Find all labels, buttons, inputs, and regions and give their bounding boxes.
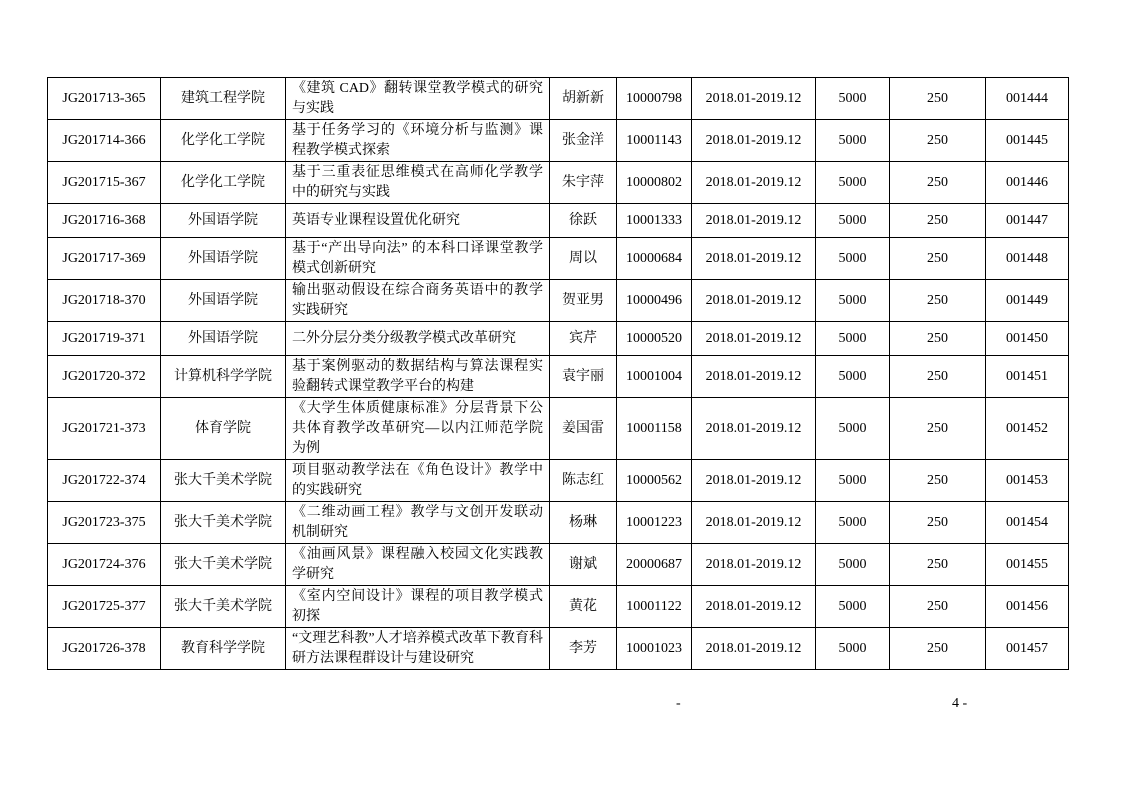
project-title-cell: 输出驱动假设在综合商务英语中的教学实践研究 — [286, 280, 550, 322]
staff-number-cell: 10001023 — [617, 628, 692, 670]
project-id-cell: JG201724-376 — [48, 544, 161, 586]
project-id-cell: JG201721-373 — [48, 398, 161, 460]
project-title-cell: “文理艺科教”人才培养模式改革下教育科研方法课程群设计与建设研究 — [286, 628, 550, 670]
period-cell: 2018.01-2019.12 — [692, 356, 816, 398]
amount-cell: 250 — [890, 544, 986, 586]
staff-number-cell: 10001333 — [617, 204, 692, 238]
project-id-cell: JG201722-374 — [48, 460, 161, 502]
staff-number-cell: 10000684 — [617, 238, 692, 280]
project-title-cell: 《油画风景》课程融入校园文化实践教学研究 — [286, 544, 550, 586]
project-table — [47, 77, 1069, 670]
project-id-cell: JG201717-369 — [48, 238, 161, 280]
project-title-cell: 二外分层分类分级教学模式改革研究 — [286, 322, 550, 356]
project-id-cell: JG201723-375 — [48, 502, 161, 544]
amount-cell: 250 — [890, 162, 986, 204]
code-cell: 001452 — [986, 398, 1069, 460]
staff-number-cell: 10000798 — [617, 78, 692, 120]
college-cell: 教育科学学院 — [161, 628, 286, 670]
project-title-cell: 《室内空间设计》课程的项目教学模式初探 — [286, 586, 550, 628]
table-row — [48, 544, 1069, 586]
leader-name-cell: 姜国雷 — [550, 398, 617, 460]
leader-name-cell: 张金洋 — [550, 120, 617, 162]
funding-cell: 5000 — [816, 398, 890, 460]
staff-number-cell: 10001223 — [617, 502, 692, 544]
footer-dash: - — [676, 696, 681, 711]
amount-cell: 250 — [890, 586, 986, 628]
leader-name-cell: 周以 — [550, 238, 617, 280]
period-cell: 2018.01-2019.12 — [692, 586, 816, 628]
leader-name-cell: 李芳 — [550, 628, 617, 670]
leader-name-cell: 胡新新 — [550, 78, 617, 120]
project-id-cell: JG201719-371 — [48, 322, 161, 356]
college-cell: 张大千美术学院 — [161, 460, 286, 502]
leader-name-cell: 宾芹 — [550, 322, 617, 356]
table-row — [48, 398, 1069, 460]
amount-cell: 250 — [890, 502, 986, 544]
staff-number-cell: 10000562 — [617, 460, 692, 502]
period-cell: 2018.01-2019.12 — [692, 78, 816, 120]
college-cell: 张大千美术学院 — [161, 502, 286, 544]
project-id-cell: JG201715-367 — [48, 162, 161, 204]
funding-cell: 5000 — [816, 502, 890, 544]
funding-cell: 5000 — [816, 162, 890, 204]
code-cell: 001457 — [986, 628, 1069, 670]
college-cell: 外国语学院 — [161, 322, 286, 356]
project-title-cell: 《建筑 CAD》翻转课堂教学模式的研究与实践 — [286, 78, 550, 120]
funding-cell: 5000 — [816, 460, 890, 502]
leader-name-cell: 谢斌 — [550, 544, 617, 586]
project-title-cell: 基于案例驱动的数据结构与算法课程实验翻转式课堂教学平台的构建 — [286, 356, 550, 398]
project-id-cell: JG201716-368 — [48, 204, 161, 238]
funding-cell: 5000 — [816, 322, 890, 356]
project-id-cell: JG201720-372 — [48, 356, 161, 398]
college-cell: 外国语学院 — [161, 238, 286, 280]
funding-cell: 5000 — [816, 280, 890, 322]
leader-name-cell: 袁宇丽 — [550, 356, 617, 398]
staff-number-cell: 10001158 — [617, 398, 692, 460]
project-id-cell: JG201718-370 — [48, 280, 161, 322]
table-row — [48, 120, 1069, 162]
amount-cell: 250 — [890, 120, 986, 162]
code-cell: 001448 — [986, 238, 1069, 280]
code-cell: 001444 — [986, 78, 1069, 120]
college-cell: 外国语学院 — [161, 204, 286, 238]
code-cell: 001449 — [986, 280, 1069, 322]
leader-name-cell: 杨琳 — [550, 502, 617, 544]
funding-cell: 5000 — [816, 586, 890, 628]
amount-cell: 250 — [890, 238, 986, 280]
amount-cell: 250 — [890, 460, 986, 502]
project-title-cell: 基于任务学习的《环境分析与监测》课程教学模式探索 — [286, 120, 550, 162]
staff-number-cell: 10001004 — [617, 356, 692, 398]
project-title-cell: 英语专业课程设置优化研究 — [286, 204, 550, 238]
period-cell: 2018.01-2019.12 — [692, 398, 816, 460]
table-row — [48, 586, 1069, 628]
funding-cell: 5000 — [816, 78, 890, 120]
table-row — [48, 238, 1069, 280]
funding-cell: 5000 — [816, 544, 890, 586]
college-cell: 化学化工学院 — [161, 162, 286, 204]
code-cell: 001453 — [986, 460, 1069, 502]
table-row — [48, 162, 1069, 204]
code-cell: 001455 — [986, 544, 1069, 586]
project-title-cell: 《二维动画工程》教学与文创开发联动机制研究 — [286, 502, 550, 544]
staff-number-cell: 10001122 — [617, 586, 692, 628]
funding-cell: 5000 — [816, 628, 890, 670]
table-row — [48, 460, 1069, 502]
code-cell: 001445 — [986, 120, 1069, 162]
amount-cell: 250 — [890, 204, 986, 238]
project-title-cell: 项目驱动教学法在《角色设计》教学中的实践研究 — [286, 460, 550, 502]
staff-number-cell: 10000520 — [617, 322, 692, 356]
college-cell: 体育学院 — [161, 398, 286, 460]
project-title-cell: 基于“产出导向法” 的本科口译课堂教学模式创新研究 — [286, 238, 550, 280]
funding-cell: 5000 — [816, 204, 890, 238]
project-title-cell: 基于三重表征思维模式在高师化学教学中的研究与实践 — [286, 162, 550, 204]
table-row — [48, 280, 1069, 322]
staff-number-cell: 10000802 — [617, 162, 692, 204]
code-cell: 001450 — [986, 322, 1069, 356]
period-cell: 2018.01-2019.12 — [692, 460, 816, 502]
leader-name-cell: 徐跃 — [550, 204, 617, 238]
amount-cell: 250 — [890, 322, 986, 356]
college-cell: 张大千美术学院 — [161, 586, 286, 628]
code-cell: 001454 — [986, 502, 1069, 544]
period-cell: 2018.01-2019.12 — [692, 120, 816, 162]
staff-number-cell: 10001143 — [617, 120, 692, 162]
table-row — [48, 628, 1069, 670]
period-cell: 2018.01-2019.12 — [692, 544, 816, 586]
leader-name-cell: 贺亚男 — [550, 280, 617, 322]
code-cell: 001447 — [986, 204, 1069, 238]
leader-name-cell: 陈志红 — [550, 460, 617, 502]
table-row — [48, 78, 1069, 120]
period-cell: 2018.01-2019.12 — [692, 628, 816, 670]
amount-cell: 250 — [890, 398, 986, 460]
code-cell: 001451 — [986, 356, 1069, 398]
project-title-cell: 《大学生体质健康标准》分层背景下公共体育教学改革研究—以内江师范学院为例 — [286, 398, 550, 460]
code-cell: 001446 — [986, 162, 1069, 204]
staff-number-cell: 20000687 — [617, 544, 692, 586]
period-cell: 2018.01-2019.12 — [692, 502, 816, 544]
table-row — [48, 356, 1069, 398]
page-number: 4 - — [952, 696, 968, 711]
college-cell: 外国语学院 — [161, 280, 286, 322]
college-cell: 化学化工学院 — [161, 120, 286, 162]
project-id-cell: JG201726-378 — [48, 628, 161, 670]
period-cell: 2018.01-2019.12 — [692, 162, 816, 204]
amount-cell: 250 — [890, 78, 986, 120]
period-cell: 2018.01-2019.12 — [692, 204, 816, 238]
funding-cell: 5000 — [816, 356, 890, 398]
period-cell: 2018.01-2019.12 — [692, 280, 816, 322]
amount-cell: 250 — [890, 280, 986, 322]
funding-cell: 5000 — [816, 238, 890, 280]
project-id-cell: JG201725-377 — [48, 586, 161, 628]
college-cell: 张大千美术学院 — [161, 544, 286, 586]
period-cell: 2018.01-2019.12 — [692, 238, 816, 280]
table-row — [48, 502, 1069, 544]
code-cell: 001456 — [986, 586, 1069, 628]
project-id-cell: JG201714-366 — [48, 120, 161, 162]
staff-number-cell: 10000496 — [617, 280, 692, 322]
project-id-cell: JG201713-365 — [48, 78, 161, 120]
leader-name-cell: 朱宇萍 — [550, 162, 617, 204]
table-row — [48, 204, 1069, 238]
college-cell: 建筑工程学院 — [161, 78, 286, 120]
table-body — [48, 78, 1069, 670]
funding-cell: 5000 — [816, 120, 890, 162]
period-cell: 2018.01-2019.12 — [692, 322, 816, 356]
table-row — [48, 322, 1069, 356]
amount-cell: 250 — [890, 356, 986, 398]
college-cell: 计算机科学学院 — [161, 356, 286, 398]
leader-name-cell: 黄花 — [550, 586, 617, 628]
amount-cell: 250 — [890, 628, 986, 670]
